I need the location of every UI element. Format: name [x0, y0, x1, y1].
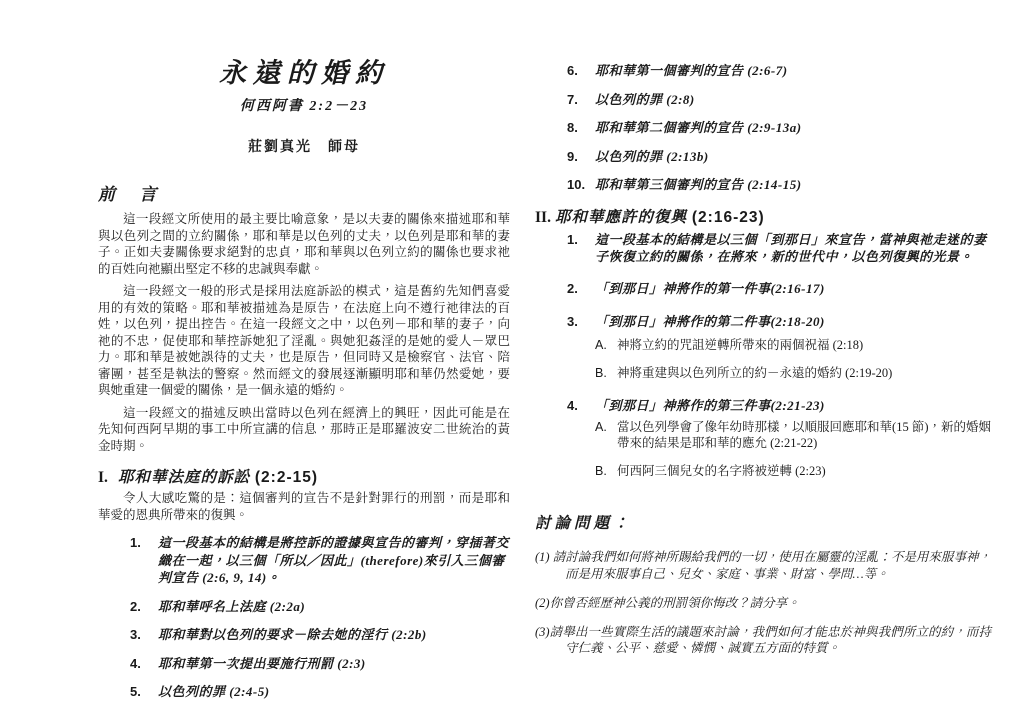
list-item-number: 6. [567, 63, 578, 78]
list-item-text: 這一段基本的結構是以三個「到那日」來宣告，當神與祂走迷的妻子恢復立約的關係，在將來，新的世代中，以色列復興的光景。 [595, 231, 987, 264]
section1-title-ref: (2:2-15) [254, 469, 319, 486]
list-item [567, 231, 991, 266]
list-item-text: 耶和華第二個審判的宣告 (2:9-13a) [595, 120, 802, 135]
list-item-text: 「到那日」神將作的第三件事(2:21-23) [595, 397, 825, 413]
list-item [130, 626, 510, 644]
page-title: 永遠的婚約 [219, 58, 389, 88]
list-item-number: 1. [567, 231, 578, 247]
list-item [567, 91, 991, 109]
sub-item [567, 337, 991, 353]
list-item-text: 耶和華第一個審判的宣告 (2:6-7) [595, 63, 788, 78]
sub-item-text: 神將重建與以色列所立的約－永遠的婚約 (2:19-20) [617, 365, 893, 380]
list-item [130, 683, 510, 701]
discussion-question: (1) 請討論我們如何將神所賜給我們的一切，使用在屬靈的淫亂：不是用來服事神，而是用來服事自己、兒女、家庭、事業、財富、學問…等。 [535, 550, 991, 581]
list-item [130, 598, 510, 616]
preface-paragraph: 這一段經文一般的形式是採用法庭訴訟的模式，這是舊約先知們喜愛用的有效的策略。耶和華被描述為是原告，在法庭上向不遵行祂律法的百姓，以色列，提出控告。在這一段經文之中，以色列－耶和華的妻子，向祂的不忠，促使耶和華控訴她犯了淫亂。與她犯姦淫的是她的愛人－眾巴力。耶和華是被她誤待的丈夫，也是原告，但同時又是檢察官、法官、陪審團，甚至是執法的警察。然而經文的發展逐漸顯明耶和華仍然愛她，要與她重建一個愛的關係，是一個永遠的婚約。 [98, 284, 510, 397]
list-item-number: 5. [130, 684, 141, 699]
list-item-text: 「到那日」神將作的第二件事(2:18-20) [595, 314, 825, 329]
discussion-question: (3)請舉出一些實際生活的議題來討論，我們如何才能忠於神與我們所立的約，而持守仁義、公平、慈愛、憐憫、誠實五方面的特質。 [535, 624, 991, 655]
section1-intro: 令人大感吃驚的是：這個審判的宣告不是針對罪行的刑罰，而是耶和華愛的恩典所帶來的復興。 [98, 491, 510, 522]
sub-item-letter: A. [595, 337, 607, 352]
list-item-number: 3. [567, 314, 578, 329]
list-item [130, 534, 510, 587]
preface-paragraph: 這一段經文的描述反映出當時以色列在經濟上的興旺，因此可能是在先知何西阿早期的事工中所宣講的信息，那時正是耶羅波安二世統治的黃金時期。 [98, 405, 510, 453]
list-item-text: 以色列的罪 (2:13b) [595, 148, 709, 164]
sub-item [567, 365, 991, 381]
sub-item [567, 419, 991, 451]
sub-item [567, 463, 991, 479]
list-item-number: 8. [567, 120, 578, 135]
list-item [567, 148, 991, 166]
list-item-number: 3. [130, 627, 141, 642]
right-column [535, 62, 991, 669]
section1-title-text: 耶和華法庭的訴訟 [118, 469, 251, 486]
list-item-text: 耶和華呼名上法庭 (2:2a) [158, 598, 306, 614]
list-item-text: 耶和華對以色列的要求－除去她的淫行 (2:2b) [158, 627, 427, 642]
list-item-text: 「到那日」神將作的第一件事(2:16-17) [595, 280, 825, 296]
title-block [98, 58, 510, 156]
preface-paragraph: 這一段經文所使用的最主要比喻意象，是以夫妻的關係來描述耶和華與以色列之間的立約關係，耶和華是以色列的丈夫，以色列是耶和華的妻子。正如夫妻關係要求絕對的忠貞，耶和華與以色列立約的關係也要求祂的百姓向祂顯出堅定不移的忠誠與奉獻。 [98, 212, 510, 276]
section1-number: I. [98, 469, 108, 486]
list-item-number: 1. [130, 535, 141, 550]
list-item [567, 62, 991, 80]
sub-item-text: 當以色列學會了像年幼時那樣，以順服回應耶和華(15 節)，新的婚姻帶來的結果是耶和華的應允 (2:21-22) [617, 420, 991, 450]
sub-item-letter: B. [595, 365, 607, 380]
list-item-text: 這一段基本的結構是將控訴的證據與宣告的審判，穿插著交織在一起，以三個「所以／因此」(therefore)來引入三個審判宣告 (2:6, 9, 14)。 [158, 535, 510, 585]
left-column [98, 58, 510, 701]
discussion-question: (2)你曾否經歷神公義的刑罰領你悔改？請分享。 [535, 595, 800, 610]
section1-items-right [535, 62, 991, 194]
list-item [567, 397, 991, 415]
sub-item-letter: A. [595, 420, 607, 434]
section2-title-text: 耶和華應許的復興 [555, 208, 688, 226]
section2-heading [535, 208, 991, 227]
section2-number: II. [535, 208, 551, 226]
scripture-reference: 何西阿書 2:2－23 [239, 99, 369, 114]
author-name: 莊劉真光 師母 [248, 140, 360, 155]
section1-items-left [98, 534, 510, 701]
list-item [567, 119, 991, 137]
list-item-number: 4. [130, 655, 141, 671]
list-item-text: 以色列的罪 (2:8) [595, 91, 695, 107]
preface-heading: 前 言 [98, 185, 167, 204]
discussion-heading: 討論問題： [535, 515, 633, 532]
list-item [130, 655, 510, 673]
list-item [567, 280, 991, 298]
list-item-text: 耶和華第三個審判的宣告 (2:14-15) [595, 177, 802, 192]
list-item-number: 4. [567, 397, 578, 413]
section1-title [118, 468, 318, 487]
list-item-number: 9. [567, 148, 578, 164]
list-item [567, 176, 991, 194]
sub-item-text: 何西阿三個兒女的名字將被逆轉 (2:23) [617, 464, 826, 478]
section2-title-ref: (2:16-23) [691, 208, 765, 226]
list-item-number: 7. [567, 91, 578, 107]
sub-item-letter: B. [595, 464, 607, 478]
list-item-number: 2. [567, 280, 578, 296]
discussion-section [535, 511, 991, 657]
section2-items [535, 231, 991, 480]
list-item [567, 313, 991, 331]
list-item-number: 2. [130, 598, 141, 614]
sub-item-text: 神將立約的咒詛逆轉所帶來的兩個祝福 (2:18) [617, 337, 864, 352]
section1-heading [98, 468, 510, 487]
list-item-text: 以色列的罪 (2:4-5) [158, 684, 270, 699]
list-item-number: 10. [567, 177, 586, 192]
section2-title [555, 208, 765, 227]
list-item-text: 耶和華第一次提出要施行刑罰 (2:3) [158, 655, 366, 671]
